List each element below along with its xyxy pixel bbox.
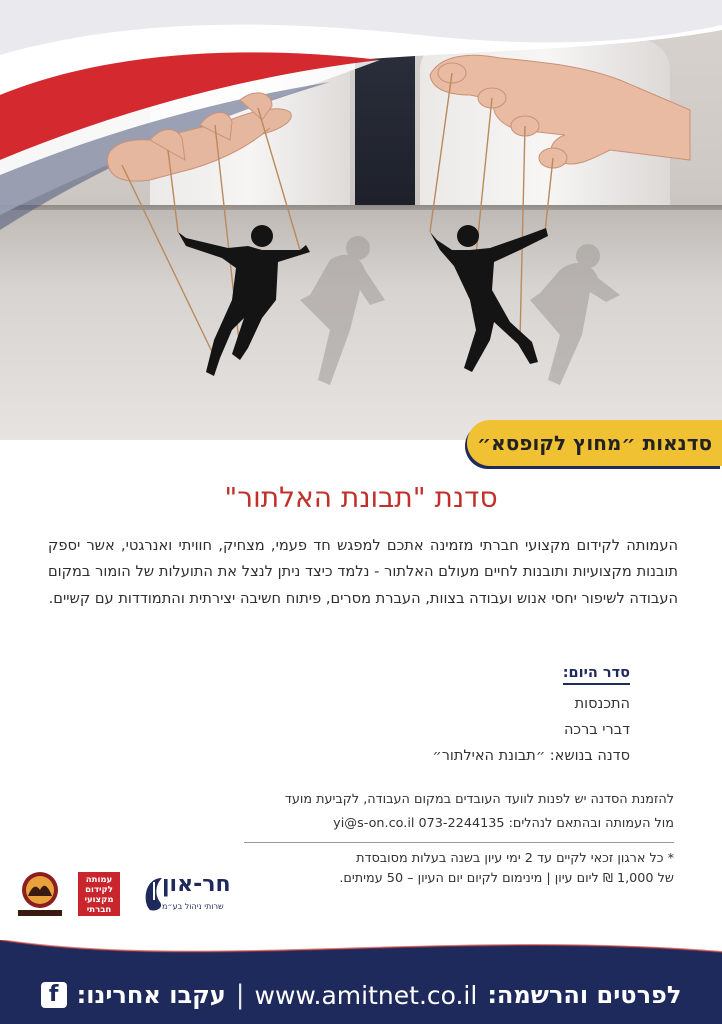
footer-separator: | <box>235 980 245 1010</box>
kehilot-emblem-icon <box>14 868 66 920</box>
sahar-name: חר-און <box>162 872 231 897</box>
agenda-item: דברי ברכה <box>563 722 630 738</box>
follow-label: עקבו אחרינו: <box>76 981 226 1009</box>
subsidy-note-2: של 1,000 ₪ ליום עיון | מינימום לקיום יום העיון – 50 עמיתים. <box>339 871 674 886</box>
intro-paragraph: העמותה לקידום מקצועי חברתי מזמינה אתכם למפגש חד פעמי, מצחיק, חוויתי ואנרגטי, אשר יספק תובנות מקצועיות ותובנות לחיים מעולם האלתור - נלמד כיצד ניתן לנצל את התועלות של הומור במקום העבודה לשיפור יחסי אנוש ועבודה בצוות, העברת מסרים, פיתוח חשיבה יצירתית והתמודדות עם קשיים. <box>48 537 678 607</box>
contact-line-2: מול העמותה ובהתאם לנהלים: yi@s-on.co.il 073-2244135 <box>333 816 674 831</box>
register-label: לפרטים והרשמה: <box>487 981 682 1009</box>
puppet-illustration <box>0 0 722 440</box>
hero-image <box>0 0 722 440</box>
workshop-series-tag <box>467 420 722 466</box>
facebook-icon[interactable]: f <box>41 982 67 1008</box>
amuta-logo: עמותה לקידום מקצועי חברתי <box>78 872 120 916</box>
agenda-item: סדנה בנושא: ״תבונת האילתור״ <box>432 748 630 764</box>
contact-line-1: להזמנת הסדנה יש לפנות לוועד העובדים במקום העבודה, לקביעת מועד <box>284 792 674 807</box>
divider <box>244 842 674 843</box>
footer <box>0 940 722 1024</box>
kehilot-logo <box>14 868 66 920</box>
agenda-item: התכנסות <box>574 696 630 712</box>
contact-section <box>244 788 674 889</box>
agenda-list <box>370 691 630 769</box>
subsidy-note-1: * כל ארגון זכאי לקיים עד 2 ימי עיון בשנה בעלות מסובסדת <box>356 851 674 866</box>
sahar-on-logo <box>142 868 257 918</box>
workshop-series-label: סדנאות ״מחוץ לקופסא״ <box>476 431 713 455</box>
agenda <box>370 662 630 769</box>
footer-bar <box>0 966 722 1024</box>
right-hand <box>430 55 690 168</box>
agenda-heading: סדר היום: <box>563 665 630 685</box>
sahar-subtitle: שרותי ניהול בע״מ <box>162 902 224 911</box>
website-link[interactable]: www.amitnet.co.il <box>254 980 478 1010</box>
workshop-title: סדנת "תבונת האלתור" <box>224 481 498 514</box>
sponsor-logos <box>14 866 254 926</box>
